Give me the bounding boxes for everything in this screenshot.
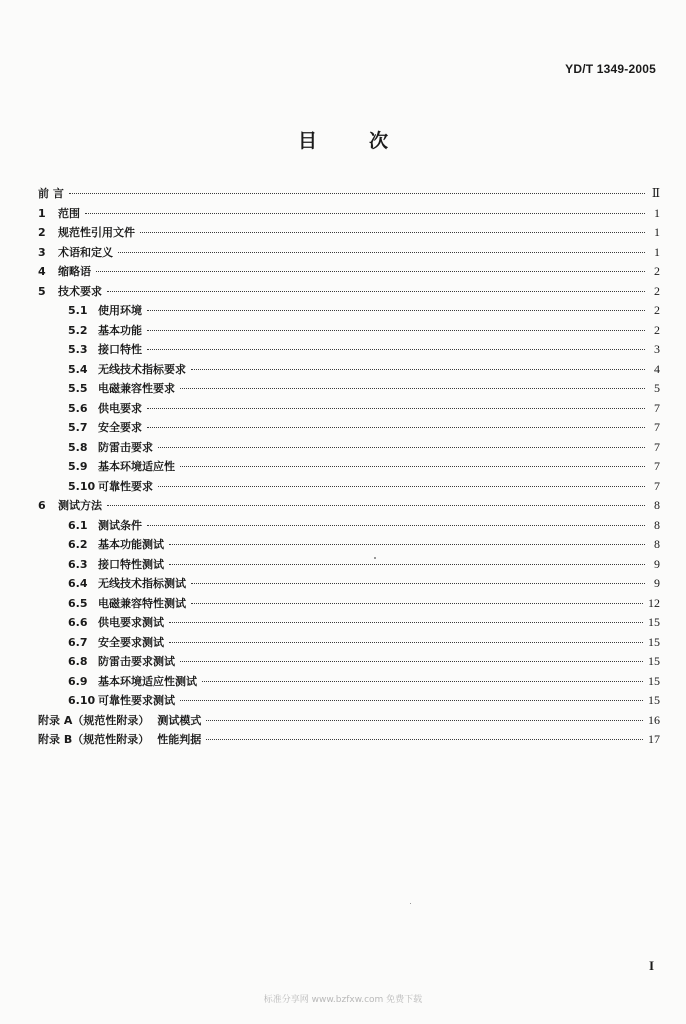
toc-entry-number: 5.8 [68, 440, 88, 454]
toc-entry-label: 接口特性测试 [98, 557, 164, 571]
toc-entry-label: 术语和定义 [58, 245, 113, 259]
toc-leader-dots [169, 564, 645, 565]
toc-entry-number: 6.6 [68, 616, 88, 630]
toc-leader-dots [147, 408, 645, 409]
toc-entry [38, 614, 660, 634]
toc-entry-number: 2 [38, 226, 46, 240]
watermark-text: 标准分享网 www.bzfxw.com 免费下载 [263, 995, 423, 1005]
toc-entry-number: 6.4 [68, 577, 88, 591]
toc-entry-number: 附录 B（规范性附录） [38, 733, 150, 747]
toc-entry [38, 692, 660, 712]
toc-entry [38, 380, 660, 400]
toc-entry [38, 419, 660, 439]
toc-leader-dots [169, 622, 643, 623]
toc-entry [38, 400, 660, 420]
toc-entry-page: 1 [654, 225, 660, 240]
toc-leader-dots [202, 681, 643, 682]
toc-leader-dots [85, 213, 645, 214]
toc-entry-number: 6.2 [68, 538, 88, 552]
toc-leader-dots [191, 583, 645, 584]
toc-entry-number: 附录 A（规范性附录） [38, 713, 150, 727]
toc-entry-page: 7 [654, 459, 660, 474]
toc-leader-dots [147, 525, 645, 526]
toc-entry-page: 2 [654, 303, 660, 318]
toc-entry-label: 基本功能 [98, 323, 142, 337]
toc-entry-page: 5 [654, 381, 660, 396]
toc-entry [38, 634, 660, 654]
toc-entry-number: 1 [38, 206, 46, 220]
toc-entry [38, 244, 660, 264]
toc-leader-dots [191, 369, 645, 370]
toc-entry-number: 前 言 [38, 187, 64, 200]
toc-entry-page: 7 [654, 400, 660, 415]
scan-speck [410, 903, 411, 904]
toc-entry [38, 673, 660, 693]
toc-entry-page: 2 [654, 264, 660, 279]
toc-entry-page: 8 [654, 517, 660, 532]
toc-entry-label: 供电要求 [98, 401, 142, 415]
toc-entry-number: 5.2 [68, 323, 88, 337]
toc-entry [38, 302, 660, 322]
toc-entry-number: 6 [38, 499, 46, 513]
toc-entry-number: 5.6 [68, 401, 88, 415]
toc-entry-page: Ⅱ [651, 186, 660, 200]
toc-entry-page: 3 [654, 342, 660, 357]
toc-entry-number: 5.4 [68, 362, 88, 376]
toc-entry-label: 防雷击要求 [98, 440, 153, 454]
toc-leader-dots [206, 720, 643, 721]
page-title: 目次 [297, 130, 440, 152]
toc-leader-dots [180, 700, 643, 701]
toc-entry-page: 1 [654, 205, 660, 220]
toc-entry-label: 电磁兼容性要求 [98, 382, 175, 396]
toc-entry [38, 263, 660, 283]
toc-entry [38, 478, 660, 498]
toc-entry-label: 接口特性 [98, 343, 142, 357]
toc-leader-dots [206, 739, 643, 740]
toc-entry-label: 安全要求 [98, 421, 142, 435]
toc-leader-dots [180, 388, 645, 389]
toc-entry [38, 731, 660, 751]
toc-entry [38, 283, 660, 303]
toc-entry-label: 无线技术指标测试 [98, 577, 186, 591]
toc-entry-number: 5.5 [68, 382, 88, 396]
toc-leader-dots [158, 486, 645, 487]
toc-entry-label: 测试条件 [98, 518, 142, 532]
toc-entry [38, 224, 660, 244]
toc-leader-dots [191, 603, 643, 604]
toc-leader-dots [96, 271, 645, 272]
toc-entry-label: 缩略语 [58, 265, 91, 279]
toc-entry-label: 电磁兼容特性测试 [98, 596, 186, 610]
toc-entry-label: 基本环境适应性 [98, 460, 175, 474]
toc-entry-page: 8 [654, 498, 660, 513]
toc-entry [38, 517, 660, 537]
toc-entry-label: 范围 [58, 206, 80, 220]
toc-entry-page: 12 [648, 595, 660, 610]
toc-entry-page: 16 [648, 712, 660, 727]
toc-entry [38, 575, 660, 595]
toc-entry-number: 5.1 [68, 304, 88, 318]
toc-entry-number: 6.7 [68, 635, 88, 649]
scan-speck [374, 557, 376, 559]
toc-entry [38, 536, 660, 556]
toc-entry-page: 15 [648, 693, 660, 708]
toc-leader-dots [147, 310, 645, 311]
toc-entry-number: 6.9 [68, 674, 88, 688]
toc-entry-number: 6.5 [68, 596, 88, 610]
toc-entry-page: 2 [654, 283, 660, 298]
toc-leader-dots [69, 193, 645, 194]
toc-leader-dots [169, 544, 645, 545]
toc-entry-label: 基本功能测试 [98, 538, 164, 552]
toc-entry-label: 无线技术指标要求 [98, 362, 186, 376]
toc-entry-page: 17 [648, 732, 660, 747]
toc-entry-label: 可靠性要求 [98, 479, 153, 493]
toc-entry [38, 205, 660, 225]
toc-entry-label: 供电要求测试 [98, 616, 164, 630]
toc-entry [38, 185, 660, 205]
toc-entry [38, 653, 660, 673]
table-of-contents [38, 185, 660, 751]
toc-entry-label: 测试方法 [58, 499, 102, 513]
toc-leader-dots [107, 505, 645, 506]
toc-entry-label: 可靠性要求测试 [98, 694, 175, 708]
toc-leader-dots [169, 642, 643, 643]
toc-entry-page: 2 [654, 322, 660, 337]
toc-entry-page: 7 [654, 439, 660, 454]
toc-entry-label: 安全要求测试 [98, 635, 164, 649]
toc-leader-dots [147, 330, 645, 331]
toc-entry-page: 9 [654, 576, 660, 591]
toc-entry [38, 595, 660, 615]
document-code: YD/T 1349-2005 [565, 62, 656, 76]
toc-entry [38, 341, 660, 361]
toc-entry-label: 技术要求 [58, 284, 102, 298]
toc-entry-number: 5.7 [68, 421, 88, 435]
toc-entry-label: 防雷击要求测试 [98, 655, 175, 669]
toc-entry-number: 6.10 [68, 694, 96, 708]
toc-entry [38, 439, 660, 459]
toc-entry [38, 712, 660, 732]
toc-entry-page: 1 [654, 244, 660, 259]
toc-leader-dots [118, 252, 645, 253]
toc-entry-number: 5 [38, 284, 46, 298]
toc-entry-number: 5.3 [68, 343, 88, 357]
toc-entry-number: 5.9 [68, 460, 88, 474]
toc-entry-label: 测试模式 [157, 713, 202, 727]
toc-entry-page: 7 [654, 420, 660, 435]
toc-entry [38, 458, 660, 478]
toc-entry-number: 4 [38, 265, 46, 279]
toc-entry-page: 15 [648, 615, 660, 630]
toc-entry-number: 5.10 [68, 479, 96, 493]
toc-leader-dots [147, 427, 645, 428]
toc-entry-page: 9 [654, 556, 660, 571]
toc-leader-dots [158, 447, 645, 448]
page-number: I [648, 958, 654, 973]
toc-entry [38, 361, 660, 381]
toc-entry-page: 4 [654, 361, 660, 376]
toc-entry-label: 性能判据 [157, 733, 202, 747]
toc-entry-number: 3 [38, 245, 46, 259]
toc-entry-number: 6.8 [68, 655, 88, 669]
toc-entry-label: 规范性引用文件 [58, 226, 135, 240]
toc-entry-number: 6.1 [68, 518, 88, 532]
toc-entry [38, 556, 660, 576]
toc-entry-label: 使用环境 [98, 304, 142, 318]
toc-leader-dots [140, 232, 645, 233]
toc-entry-label: 基本环境适应性测试 [98, 674, 197, 688]
toc-entry-number: 6.3 [68, 557, 88, 571]
toc-entry-page: 8 [654, 537, 660, 552]
toc-entry [38, 322, 660, 342]
toc-entry-page: 15 [648, 634, 660, 649]
toc-leader-dots [180, 466, 645, 467]
toc-entry-page: 7 [654, 478, 660, 493]
toc-entry [38, 497, 660, 517]
toc-leader-dots [147, 349, 645, 350]
toc-entry-page: 15 [648, 654, 660, 669]
toc-entry-page: 15 [648, 673, 660, 688]
toc-leader-dots [180, 661, 643, 662]
toc-leader-dots [107, 291, 645, 292]
